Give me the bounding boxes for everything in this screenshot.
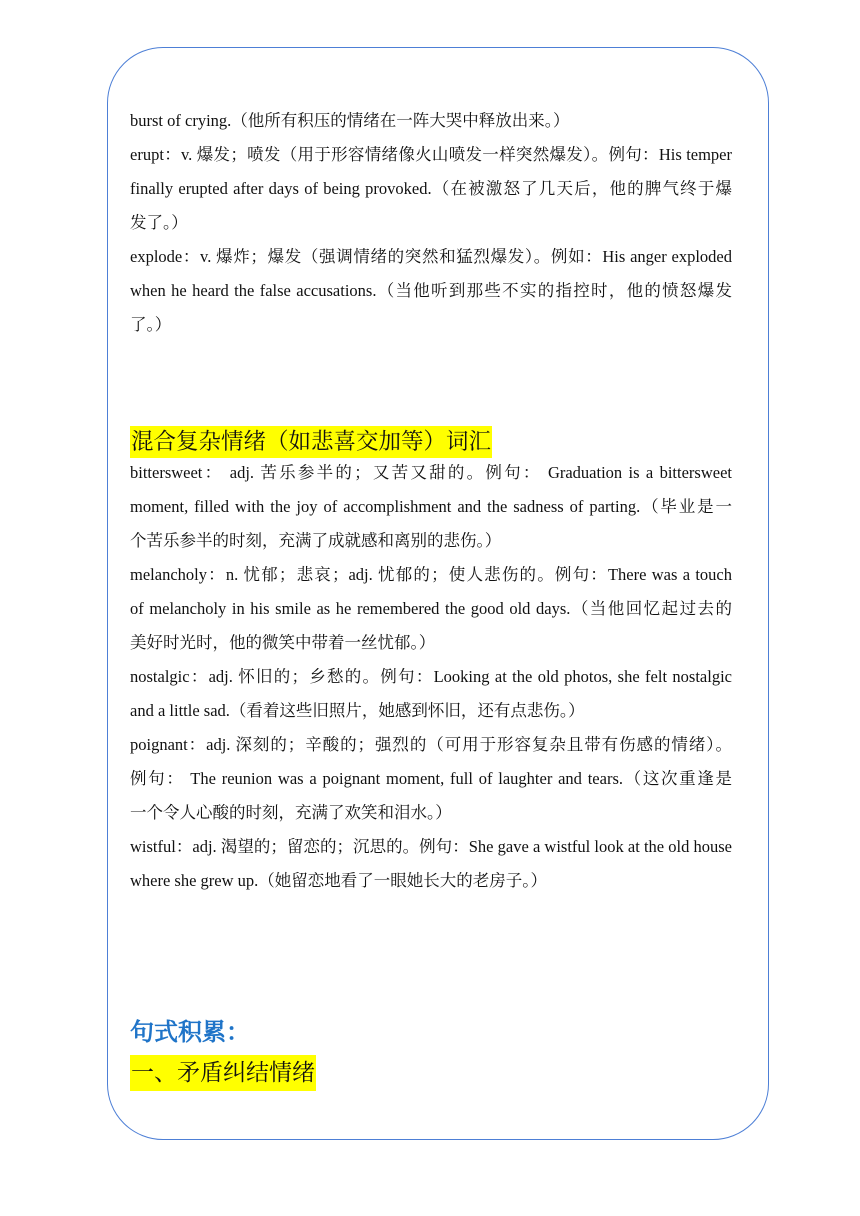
- text-line: finally erupted after days of being provoked.（在被激怒了几天后，他的脾气终于爆: [130, 179, 732, 198]
- text-line: 一个令人心酸的时刻，充满了欢笑和泪水。）: [130, 803, 452, 822]
- vocab-section-outburst: [130, 104, 732, 342]
- subsection-heading: 一、矛盾纠结情绪: [130, 1055, 316, 1091]
- sentence-accumulation-section: [130, 1015, 732, 1091]
- text-line: 个苦乐参半的时刻，充满了成就感和离别的悲伤。）: [130, 531, 502, 550]
- text-line: where she grew up.（她留恋地看了一眼她长大的老房子。）: [130, 871, 548, 890]
- text-line: of melancholy in his smile as he remembered the good old days.（当他回忆起过去的: [130, 599, 732, 618]
- text-line: wistful：adj. 渴望的；留恋的；沉思的。例句：She gave a wistful look at the old house: [130, 837, 732, 856]
- text-line: when he heard the false accusations.（当他听到那些不实的指控时，他的愤怒爆发: [130, 281, 732, 300]
- text-line: bittersweet： adj. 苦乐参半的；又苦又甜的。例句： Graduation is a bittersweet: [130, 463, 732, 482]
- vocab-section-mixed-emotions: [130, 420, 732, 898]
- text-line: poignant：adj. 深刻的；辛酸的；强烈的（可用于形容复杂且带有伤感的情绪）。: [130, 735, 732, 754]
- section-title: 句式积累：: [130, 1018, 250, 1046]
- text-line: erupt：v. 爆发；喷发（用于形容情绪像火山喷发一样突然爆发）。例句：His temper: [130, 145, 732, 164]
- section-heading: 混合复杂情绪（如悲喜交加等）词汇: [130, 426, 492, 458]
- text-line: burst of crying.（他所有积压的情绪在一阵大哭中释放出来。）: [130, 111, 570, 130]
- text-line: 例句： The reunion was a poignant moment, full of laughter and tears.（这次重逢是: [130, 769, 732, 788]
- text-line: 了。）: [130, 315, 172, 334]
- text-line: 美好时光时，他的微笑中带着一丝忧郁。）: [130, 633, 436, 652]
- text-line: moment, filled with the joy of accomplishment and the sadness of parting.（毕业是一: [130, 497, 732, 516]
- text-line: 发了。）: [130, 213, 188, 232]
- text-line: nostalgic：adj. 怀旧的；乡愁的。例句：Looking at the old photos, she felt nostalgic: [130, 667, 732, 686]
- text-line: melancholy：n. 忧郁；悲哀；adj. 忧郁的；使人悲伤的。例句：There was a touch: [130, 565, 732, 584]
- text-line: and a little sad.（看着这些旧照片，她感到怀旧，还有点悲伤。）: [130, 701, 585, 720]
- document-content: [130, 104, 732, 1091]
- text-line: explode：v. 爆炸；爆发（强调情绪的突然和猛烈爆发）。例如：His anger exploded: [130, 247, 732, 266]
